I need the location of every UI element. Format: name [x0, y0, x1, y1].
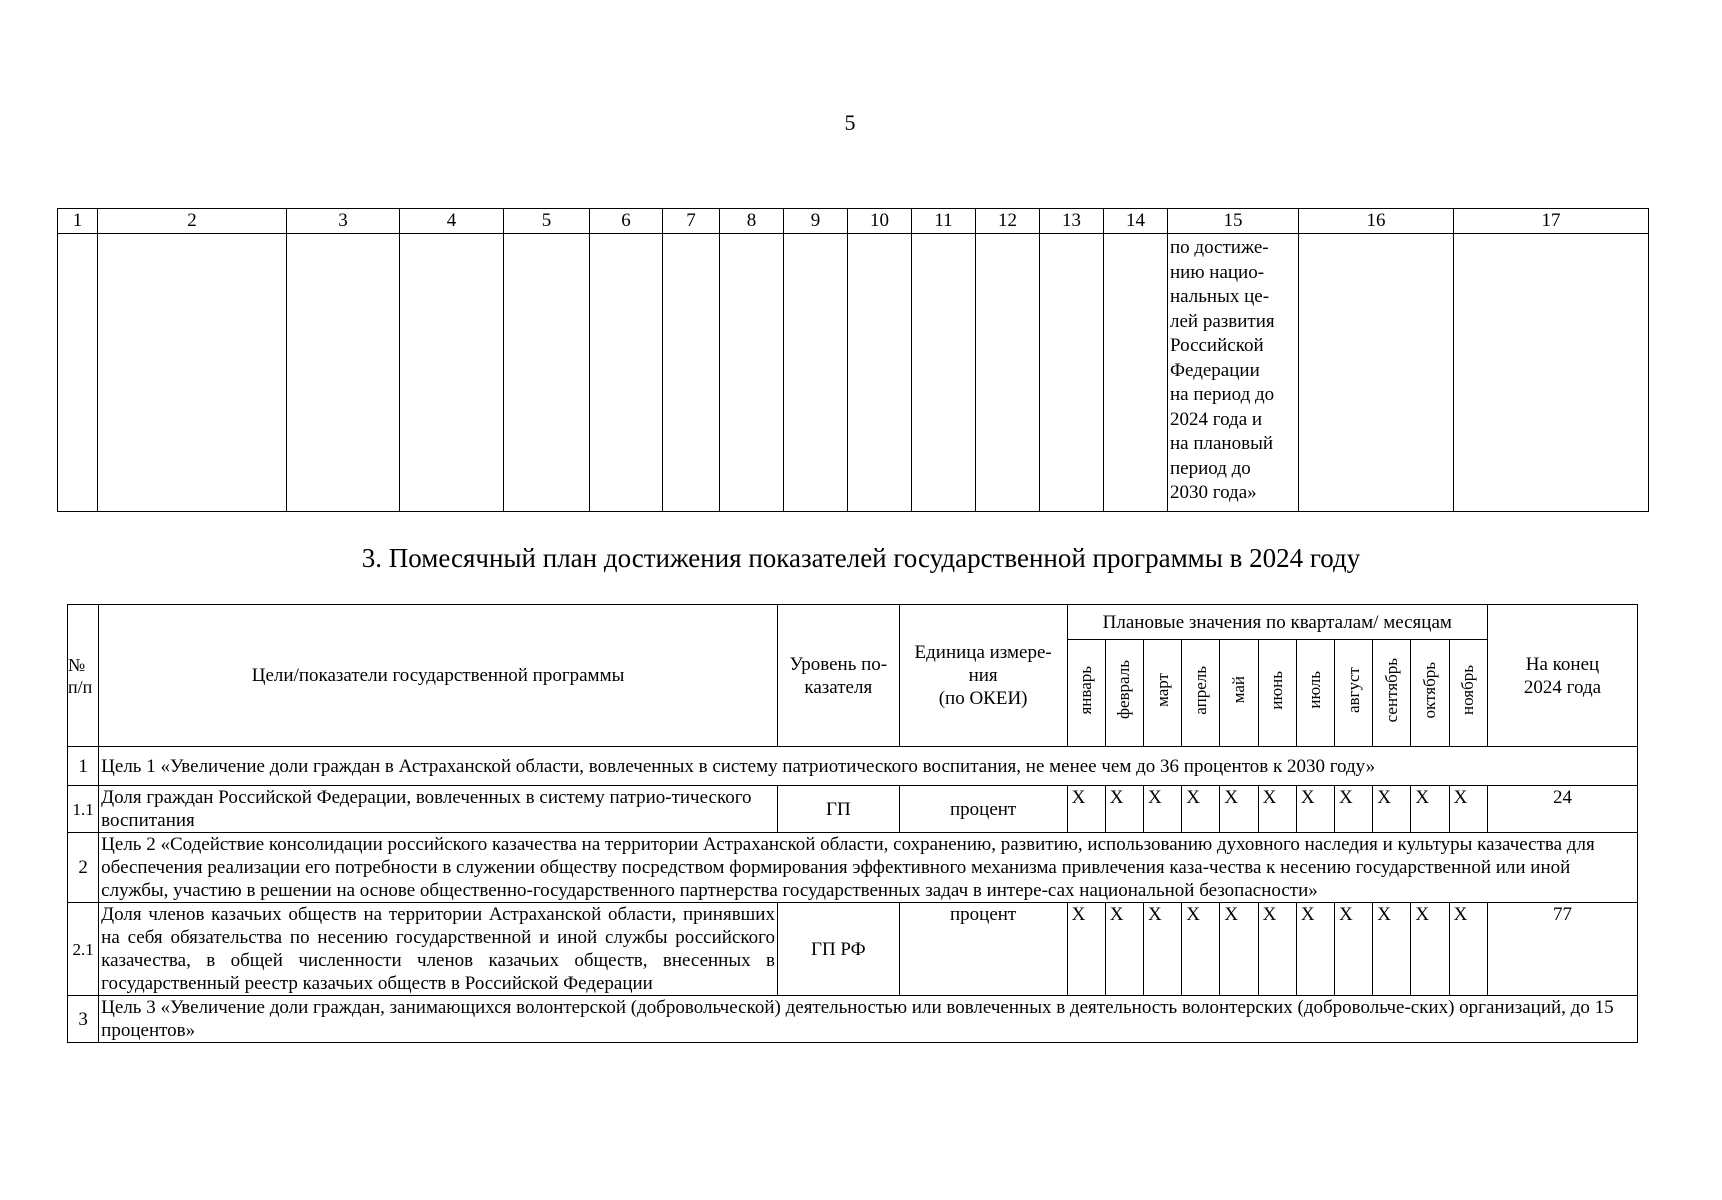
monthly-value: Х: [1067, 903, 1105, 996]
indicator-unit: процент: [899, 786, 1067, 833]
month-header: [1220, 640, 1258, 747]
column-number: 14: [1104, 209, 1168, 234]
monthly-value: Х: [1067, 786, 1105, 833]
goals-header: Цели/показатели государственной программы: [99, 605, 778, 747]
month-header: [1067, 640, 1105, 747]
column-number: 10: [848, 209, 912, 234]
end-of-year-value: 77: [1487, 903, 1637, 996]
month-header: [1411, 640, 1449, 747]
number-header: № п/п: [68, 605, 99, 747]
goal-row: [68, 747, 1638, 786]
empty-cell: [1040, 234, 1104, 512]
goal-text: Цель 2 «Содействие консолидации российского казачества на территории Астраханской области, сохранению, развитию, использованию духовного наследия и культуры казачества для обеспечения реализации его потребности в служении обществу посредством формирования эффективного механизма привлечения каза-чества к несению государственной или иной службы, участию в решении на основе общественно-государственного партнерства государственных задач в интере-сах национальной безопасности»: [99, 833, 1638, 903]
month-header: [1182, 640, 1220, 747]
empty-cell: [58, 234, 98, 512]
month-label: март: [1152, 673, 1172, 707]
month-label: ноябрь: [1458, 665, 1478, 715]
monthly-value: Х: [1105, 903, 1143, 996]
month-label: февраль: [1114, 660, 1134, 720]
column-number: 4: [400, 209, 504, 234]
monthly-value: Х: [1220, 786, 1258, 833]
month-label: август: [1343, 666, 1363, 714]
indicator-number: 1.1: [68, 786, 99, 833]
empty-cell: [848, 234, 912, 512]
continuation-text-cell: [1168, 234, 1299, 512]
month-header: [1449, 640, 1487, 747]
monthly-value: Х: [1144, 903, 1182, 996]
goal-row: [68, 833, 1638, 903]
indicator-unit: процент: [899, 903, 1067, 996]
goal-row: [68, 996, 1638, 1043]
column-number: 2: [98, 209, 287, 234]
indicator-text: Доля граждан Российской Федерации, вовлеченных в систему патрио-тического воспитания: [99, 786, 778, 833]
column-number: 17: [1454, 209, 1649, 234]
indicator-row: [68, 903, 1638, 996]
month-label: июнь: [1267, 670, 1287, 710]
empty-cell: [784, 234, 848, 512]
empty-cell: [720, 234, 784, 512]
continuation-table: [57, 208, 1649, 512]
empty-cell: [1454, 234, 1649, 512]
monthly-value: Х: [1296, 903, 1334, 996]
column-number: 11: [912, 209, 976, 234]
month-header: [1144, 640, 1182, 747]
month-header: [1296, 640, 1334, 747]
column-number: 1: [58, 209, 98, 234]
empty-cell: [1299, 234, 1454, 512]
empty-cell: [976, 234, 1040, 512]
month-label: июль: [1305, 671, 1325, 709]
monthly-value: Х: [1411, 786, 1449, 833]
column-number: 3: [287, 209, 400, 234]
end-of-year-value: 24: [1487, 786, 1637, 833]
month-label: сентябрь: [1381, 657, 1401, 723]
end-of-year-header: На конец 2024 года: [1487, 605, 1637, 747]
column-number: 9: [784, 209, 848, 234]
indicator-level: ГП: [777, 786, 899, 833]
column-number: 13: [1040, 209, 1104, 234]
empty-cell: [504, 234, 590, 512]
page-number: 5: [844, 110, 856, 135]
header-row: [68, 605, 1638, 640]
monthly-value: Х: [1449, 786, 1487, 833]
empty-cell: [912, 234, 976, 512]
indicator-text: Доля членов казачьих обществ на территории Астраханской области, принявших на себя обязательства по несению государственной и иной службы российского казачества, в общей численности членов казачьих обществ, внесенных в государственный реестр казачьих обществ в Российской Федерации: [99, 903, 778, 996]
continuation-text: по достиже- нию нацио- нальных це- лей развития Российской Федерации на период до 2024 года и на плановый период до 2030 года»: [1170, 237, 1275, 503]
empty-cell: [98, 234, 287, 512]
month-header: [1105, 640, 1143, 747]
level-header: Уровень по- казателя: [777, 605, 899, 747]
monthly-value: Х: [1258, 786, 1296, 833]
monthly-value: Х: [1144, 786, 1182, 833]
empty-cell: [400, 234, 504, 512]
column-number: 6: [590, 209, 663, 234]
month-header: [1335, 640, 1373, 747]
indicator-number: 2.1: [68, 903, 99, 996]
column-number-row: [58, 209, 1649, 234]
month-label: апрель: [1190, 665, 1210, 715]
goal-number: 3: [68, 996, 99, 1043]
planned-values-header: Плановые значения по кварталам/ месяцам: [1067, 605, 1487, 640]
empty-cell: [590, 234, 663, 512]
monthly-value: Х: [1449, 903, 1487, 996]
month-header: [1373, 640, 1411, 747]
empty-cell: [663, 234, 720, 512]
month-label: январь: [1076, 665, 1096, 715]
monthly-value: Х: [1411, 903, 1449, 996]
month-header: [1258, 640, 1296, 747]
indicator-level: ГП РФ: [777, 903, 899, 996]
goal-number: 1: [68, 747, 99, 786]
monthly-value: Х: [1335, 786, 1373, 833]
monthly-value: Х: [1258, 903, 1296, 996]
unit-header: Единица измере- ния (по ОКЕИ): [899, 605, 1067, 747]
empty-cell: [1104, 234, 1168, 512]
column-number: 8: [720, 209, 784, 234]
monthly-value: Х: [1105, 786, 1143, 833]
column-number: 5: [504, 209, 590, 234]
column-number: 12: [976, 209, 1040, 234]
monthly-value: Х: [1373, 903, 1411, 996]
indicator-row: [68, 786, 1638, 833]
goal-number: 2: [68, 833, 99, 903]
column-number: 16: [1299, 209, 1454, 234]
monthly-value: Х: [1220, 903, 1258, 996]
monthly-plan-table: [67, 604, 1638, 1043]
monthly-value: Х: [1335, 903, 1373, 996]
column-number: 15: [1168, 209, 1299, 234]
column-number: 7: [663, 209, 720, 234]
goal-text: Цель 1 «Увеличение доли граждан в Астраханской области, вовлеченных в систему патриотического воспитания, не менее чем до 36 процентов к 2030 году»: [99, 747, 1638, 786]
empty-cell: [287, 234, 400, 512]
monthly-value: Х: [1182, 903, 1220, 996]
monthly-value: Х: [1296, 786, 1334, 833]
continuation-row: [58, 234, 1649, 512]
monthly-value: Х: [1182, 786, 1220, 833]
section-title: 3. Помесячный план достижения показателей государственной программы в 2024 году: [361, 543, 1361, 573]
goal-text: Цель 3 «Увеличение доли граждан, занимающихся волонтерской (добровольческой) деятельностью или вовлеченных в деятельность волонтерских (добровольче-ских) организаций, до 15 процентов»: [99, 996, 1638, 1043]
monthly-value: Х: [1373, 786, 1411, 833]
month-label: май: [1229, 676, 1248, 704]
month-label: октябрь: [1420, 661, 1440, 719]
